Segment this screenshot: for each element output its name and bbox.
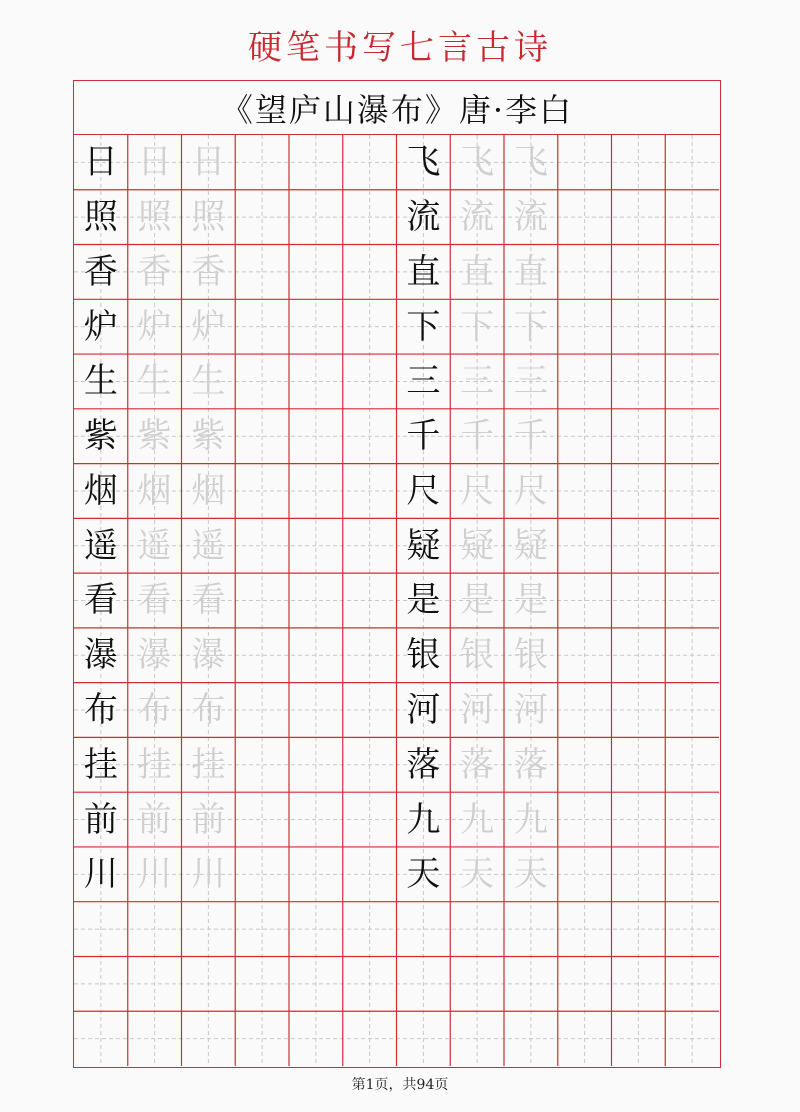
trace-character: 是 [513,580,548,621]
trace-character: 尺 [513,470,548,511]
poem-character: 挂 [83,744,118,785]
trace-character: 飞 [513,142,548,183]
trace-character: 直 [513,251,548,292]
poem-character: 三 [406,361,441,402]
trace-character: 流 [460,197,495,238]
page-footer: 第1页，共94页 [351,1077,449,1093]
trace-character: 照 [137,197,172,238]
trace-character: 香 [191,251,226,292]
poem-character: 下 [406,306,441,347]
trace-character: 紫 [137,416,172,457]
poem-character: 飞 [406,142,441,183]
poem-character: 千 [406,416,441,457]
poem-character: 川 [83,854,118,895]
poem-character: 烟 [83,470,118,511]
trace-character: 下 [513,306,548,347]
poem-character: 落 [406,744,441,785]
trace-character: 布 [191,690,226,731]
trace-character: 三 [513,361,548,402]
trace-character: 川 [191,854,226,895]
trace-character: 直 [460,251,495,292]
practice-sheet [73,80,721,1068]
poem-character: 尺 [406,470,441,511]
trace-character: 落 [513,744,548,785]
trace-character: 三 [460,361,495,402]
tianzige-grid [74,135,720,1067]
trace-character: 疑 [460,525,495,566]
trace-character: 烟 [191,470,226,511]
trace-character: 河 [513,690,548,731]
trace-character: 九 [513,799,548,840]
trace-character: 是 [460,580,495,621]
trace-character: 尺 [460,470,495,511]
poem-heading: 《望庐山瀑布》唐·李白 [74,81,720,135]
trace-character: 下 [460,306,495,347]
poem-character: 疑 [406,525,441,566]
trace-character: 挂 [137,744,172,785]
trace-character: 前 [137,799,172,840]
trace-character: 天 [460,854,495,895]
trace-character: 炉 [137,306,172,347]
trace-character: 疑 [513,525,548,566]
poem-character: 紫 [83,416,118,457]
trace-character: 紫 [191,416,226,457]
trace-character: 挂 [191,744,226,785]
trace-character: 瀑 [191,635,226,676]
trace-character: 看 [191,580,226,621]
trace-character: 生 [137,361,172,402]
poem-character: 看 [83,580,118,621]
trace-character: 遥 [191,525,226,566]
trace-character: 落 [460,744,495,785]
trace-character: 天 [513,854,548,895]
trace-character: 布 [137,690,172,731]
trace-character: 烟 [137,470,172,511]
poem-character: 流 [406,197,441,238]
trace-character: 香 [137,251,172,292]
trace-character: 生 [191,361,226,402]
trace-character: 银 [460,635,495,676]
trace-character: 河 [460,690,495,731]
poem-character: 瀑 [83,635,118,676]
trace-character: 炉 [191,306,226,347]
poem-character: 前 [83,799,118,840]
trace-character: 遥 [137,525,172,566]
poem-character: 遥 [83,525,118,566]
poem-character: 布 [83,690,118,731]
poem-character: 香 [83,251,118,292]
trace-character: 前 [191,799,226,840]
trace-character: 照 [191,197,226,238]
trace-character: 看 [137,580,172,621]
poem-character: 天 [406,854,441,895]
page-title: 硬笔书写七言古诗 [248,28,552,68]
poem-character: 炉 [83,306,118,347]
trace-character: 日 [137,142,172,183]
trace-character: 川 [137,854,172,895]
trace-character: 银 [513,635,548,676]
poem-character: 日 [83,142,118,183]
trace-character: 千 [460,416,495,457]
poem-character: 直 [406,251,441,292]
poem-character: 照 [83,197,118,238]
poem-character: 河 [406,690,441,731]
trace-character: 流 [513,197,548,238]
trace-character: 飞 [460,142,495,183]
poem-character: 九 [406,799,441,840]
poem-character: 是 [406,580,441,621]
trace-character: 瀑 [137,635,172,676]
poem-character: 银 [406,635,441,676]
trace-character: 九 [460,799,495,840]
trace-character: 千 [513,416,548,457]
trace-character: 日 [191,142,226,183]
poem-character: 生 [83,361,118,402]
